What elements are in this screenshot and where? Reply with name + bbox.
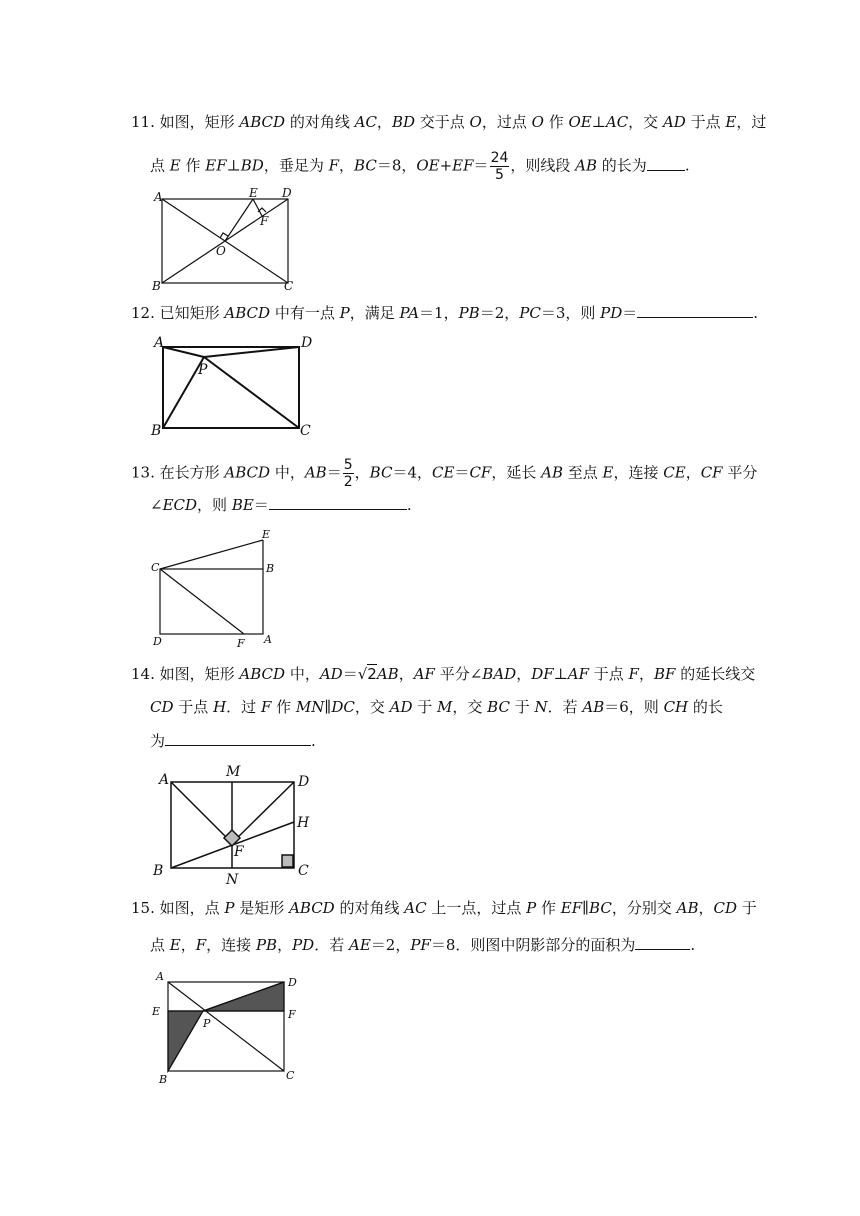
text: 点: [150, 156, 170, 175]
text: 平分: [722, 463, 758, 482]
rect-abcd: [160, 569, 263, 634]
problem-15-line-1: [131, 898, 757, 918]
var: E: [725, 113, 737, 131]
problem-number: 13.: [131, 463, 155, 482]
var: AF: [567, 665, 589, 683]
text: ＝: [454, 463, 470, 482]
var: AE: [349, 936, 371, 954]
var: E: [169, 936, 181, 954]
var: ECD: [162, 496, 198, 514]
var: BC: [487, 698, 510, 716]
text: 于: [737, 899, 757, 917]
var: ABCD: [224, 463, 271, 482]
label-e: E: [262, 528, 271, 541]
text: 作: [536, 899, 561, 917]
answer-blank[interactable]: [165, 731, 311, 746]
problem-number: 11.: [131, 113, 155, 131]
var: AB: [541, 463, 563, 482]
text: ，: [339, 156, 355, 175]
label-f: F: [234, 844, 244, 860]
var: CD: [150, 698, 174, 716]
label-a: A: [156, 970, 164, 983]
right-angle-mark-f: [258, 208, 266, 212]
segment-af: [171, 782, 232, 843]
var: DF: [531, 665, 554, 683]
text: ＝: [253, 496, 269, 514]
text: ＝: [326, 463, 342, 482]
label-d: D: [298, 774, 310, 790]
var: ABCD: [224, 304, 271, 322]
problem-12-line-1: [131, 303, 758, 323]
text: .: [690, 936, 696, 954]
text: ，: [398, 665, 414, 683]
label-a: A: [154, 190, 163, 204]
var: AD: [319, 665, 343, 683]
text: .: [753, 304, 759, 322]
text: 如图，矩形: [159, 665, 240, 683]
problem-11-line-2: [150, 150, 690, 183]
var: BD: [240, 156, 264, 175]
var: ABCD: [239, 665, 286, 683]
text: 作: [543, 113, 569, 131]
figure-13: [146, 526, 286, 651]
text: ＝1，: [419, 304, 459, 322]
right-angle-mark-c: [282, 855, 293, 867]
text: 的对角线: [334, 899, 405, 917]
answer-blank[interactable]: [647, 156, 685, 171]
var: PB: [458, 304, 480, 322]
var: AB: [582, 698, 605, 716]
problem-14-line-1: [131, 664, 755, 684]
var: OE+EF: [416, 156, 474, 175]
text: ∥: [582, 899, 590, 917]
label-d: D: [153, 635, 162, 648]
text: 于点: [173, 698, 214, 716]
var: F: [328, 156, 340, 175]
label-c: C: [286, 1069, 295, 1082]
var: AF: [413, 665, 435, 683]
text: ，: [516, 665, 532, 683]
text: ，则: [197, 496, 232, 514]
segment-cf: [160, 569, 244, 634]
text: ＝8，: [376, 156, 417, 175]
var: E: [602, 463, 614, 482]
text: ＝: [622, 304, 638, 322]
text: ∠: [150, 496, 163, 514]
text: ，: [638, 665, 654, 683]
text: ＝3，则: [540, 304, 601, 322]
label-o: O: [216, 244, 226, 258]
text: 的长为: [597, 156, 647, 175]
text: 于: [509, 698, 535, 716]
text: 于: [412, 698, 438, 716]
text: ⊥: [553, 665, 568, 683]
text: ．过: [226, 698, 261, 716]
label-p: P: [203, 1017, 211, 1030]
rect-abcd: [163, 347, 299, 428]
figure-12: [146, 335, 321, 440]
problem-number: 12.: [131, 304, 155, 322]
var: CH: [663, 698, 689, 716]
problem-13-line-2: [150, 495, 412, 515]
var: AC: [354, 113, 377, 131]
text: 作: [180, 156, 206, 175]
var: MN: [295, 698, 325, 716]
text: 的延长线交: [675, 665, 756, 683]
text: ，交: [452, 698, 488, 716]
figure-15: [148, 966, 308, 1088]
text: 平分∠: [434, 665, 483, 683]
var: CF: [700, 463, 723, 482]
label-f: F: [260, 214, 269, 228]
var: F: [195, 936, 207, 954]
var: BC: [369, 463, 393, 482]
text: 于点: [589, 665, 629, 683]
label-e: E: [249, 186, 258, 200]
var: PB: [255, 936, 278, 954]
label-b: B: [159, 1073, 168, 1086]
text: 的对角线: [285, 113, 355, 131]
var: PD: [292, 936, 315, 954]
var: BC: [354, 156, 377, 175]
var: PF: [410, 936, 431, 954]
answer-blank[interactable]: [269, 495, 407, 510]
text: 是矩形: [234, 899, 290, 917]
figure-11: [148, 188, 298, 293]
text: ＝2，: [479, 304, 520, 322]
var: O: [531, 113, 544, 131]
var: AC: [605, 113, 629, 131]
var: AB: [676, 899, 699, 917]
var: BF: [653, 665, 676, 683]
var: ABCD: [289, 899, 335, 917]
label-d: D: [301, 335, 313, 351]
answer-blank[interactable]: [635, 935, 690, 950]
text: 如图，点: [159, 899, 225, 917]
text: ，交: [628, 113, 663, 131]
text: 中，: [270, 463, 305, 482]
text: 上一点，过点: [426, 899, 527, 917]
text: ＝2，: [370, 936, 411, 954]
var: ABCD: [239, 113, 286, 131]
text: 点: [150, 936, 170, 954]
fraction: [490, 150, 510, 183]
text: 中，: [285, 665, 320, 683]
label-e: E: [152, 1005, 161, 1018]
problem-14-line-3: [150, 731, 316, 751]
text: .: [311, 732, 316, 750]
var: BD: [391, 113, 415, 131]
var: AD: [662, 113, 686, 131]
var: CD: [713, 899, 737, 917]
var: N: [534, 698, 548, 716]
text: 交于点: [415, 113, 470, 131]
text: 如图，矩形: [159, 113, 240, 131]
answer-blank[interactable]: [637, 303, 753, 318]
text: ，垂足为: [263, 156, 329, 175]
fraction-numerator: 5: [343, 457, 353, 473]
var: BE: [231, 496, 254, 514]
text: ，: [376, 113, 392, 131]
problem-11-line-1: [131, 112, 766, 132]
var: E: [169, 156, 181, 175]
fraction-denominator: 5: [495, 167, 504, 183]
text: ＝: [342, 665, 358, 683]
text: ，分别交: [611, 899, 677, 917]
label-a: A: [159, 772, 170, 788]
var: AB: [575, 156, 598, 175]
var: EF: [560, 899, 583, 917]
problem-14-line-2: [150, 697, 723, 717]
text: ．若: [547, 698, 583, 716]
text: ，: [685, 463, 701, 482]
text: 为: [150, 732, 166, 750]
var: CE: [431, 463, 455, 482]
var: BC: [589, 899, 612, 917]
label-f: F: [237, 637, 245, 650]
text: ，满足: [349, 304, 400, 322]
sqrt-radicand: 2: [367, 665, 377, 683]
text: 于点: [685, 113, 726, 131]
label-m: M: [226, 764, 241, 780]
segment-ce: [160, 540, 263, 569]
var: H: [213, 698, 227, 716]
text: ∥: [324, 698, 332, 716]
segment-pc: [204, 357, 299, 428]
text: ，: [698, 899, 714, 917]
figure-14: [148, 763, 323, 888]
label-d: D: [282, 186, 292, 200]
fraction: [343, 457, 354, 490]
text: ，则线段: [510, 156, 576, 175]
var: BAD: [482, 665, 517, 683]
var: P: [224, 899, 235, 917]
text: .: [406, 496, 412, 514]
segment-pa: [163, 347, 204, 357]
label-f: F: [288, 1008, 296, 1021]
text: 中有一点: [270, 304, 340, 322]
problem-number: 14.: [131, 665, 155, 683]
text: ，连接: [613, 463, 664, 482]
var: AB: [304, 463, 327, 482]
text: ，: [180, 936, 196, 954]
label-p: P: [198, 362, 208, 378]
problem-number: 15.: [131, 899, 155, 917]
segment-pd: [204, 347, 299, 357]
text: ＝4，: [392, 463, 432, 482]
var: P: [339, 304, 350, 322]
text: 作: [271, 698, 296, 716]
text: ，连接: [206, 936, 256, 954]
label-b: B: [151, 423, 162, 439]
var: F: [260, 698, 272, 716]
var: M: [437, 698, 453, 716]
text: ，过点: [481, 113, 532, 131]
var: OE: [568, 113, 592, 131]
text: 在长方形: [159, 463, 225, 482]
label-n: N: [226, 872, 239, 888]
label-b: B: [153, 863, 164, 879]
segment-oe: [225, 199, 253, 241]
label-b: B: [152, 279, 161, 293]
text: ．若: [314, 936, 349, 954]
var: CE: [663, 463, 686, 482]
fraction-denominator: 2: [343, 474, 353, 490]
text: ⊥: [591, 113, 606, 131]
text: ＝8．则图中阴影部分的面积为: [430, 936, 636, 954]
sqrt-expression: √2: [357, 665, 377, 683]
var: F: [628, 665, 639, 683]
var: DC: [331, 698, 355, 716]
text: ＝6，则: [604, 698, 664, 716]
label-d: D: [288, 976, 297, 989]
var: PA: [399, 304, 420, 322]
text: .: [684, 156, 690, 175]
var: EF: [205, 156, 227, 175]
var: PD: [600, 304, 623, 322]
text: 至点: [562, 463, 603, 482]
text: 已知矩形: [159, 304, 225, 322]
text: ，过: [736, 113, 767, 131]
var: AD: [389, 698, 413, 716]
label-a: A: [264, 633, 272, 646]
text: ，: [354, 463, 370, 482]
var: O: [469, 113, 482, 131]
label-c: C: [300, 423, 311, 439]
label-c: C: [151, 561, 160, 574]
label-h: H: [297, 815, 310, 831]
label-c: C: [284, 279, 294, 293]
var: P: [526, 899, 537, 917]
text: ，延长: [491, 463, 542, 482]
text: ，交: [354, 698, 390, 716]
var: AC: [404, 899, 427, 917]
problem-15-line-2: [150, 935, 695, 955]
label-a: A: [154, 335, 165, 351]
var: CF: [469, 463, 492, 482]
label-c: C: [298, 863, 309, 879]
text: ⊥: [226, 156, 241, 175]
var: AB: [376, 665, 399, 683]
text: 的长: [688, 698, 723, 716]
problem-13-line-1: [131, 457, 757, 490]
label-b: B: [266, 562, 275, 575]
var: PC: [519, 304, 541, 322]
text: ＝: [473, 156, 489, 175]
fraction-numerator: 24: [490, 150, 509, 166]
text: ，: [277, 936, 293, 954]
